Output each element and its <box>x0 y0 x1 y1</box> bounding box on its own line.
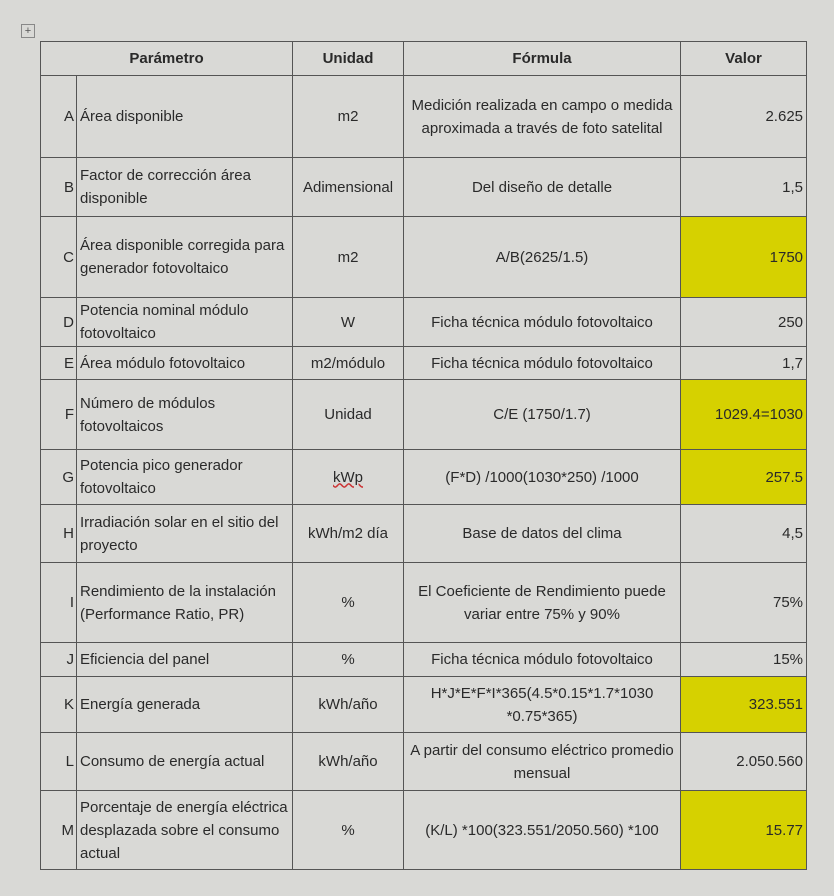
table-row <box>41 380 807 450</box>
table-row <box>41 217 807 298</box>
formula-cell: Ficha técnica módulo fotovoltaico <box>404 643 681 677</box>
value-cell: 1,7 <box>681 347 807 380</box>
parameter-cell: Número de módulos fotovoltaicos <box>77 380 293 450</box>
value-cell: 1750 <box>681 217 807 298</box>
parameter-cell: Área disponible <box>77 76 293 158</box>
table-row <box>41 563 807 643</box>
row-letter: A <box>41 76 77 158</box>
unit-cell: kWh/año <box>293 733 404 791</box>
row-letter: F <box>41 380 77 450</box>
unit-cell: % <box>293 643 404 677</box>
row-letter: M <box>41 791 77 870</box>
value-cell: 2.625 <box>681 76 807 158</box>
parameter-cell: Área disponible corregida para generador fotovoltaico <box>77 217 293 298</box>
formula-cell: H*J*E*F*I*365(4.5*0.15*1.7*1030 *0.75*365) <box>404 677 681 733</box>
formula-cell: Ficha técnica módulo fotovoltaico <box>404 347 681 380</box>
formula-cell: El Coeficiente de Rendimiento puede variar entre 75% y 90% <box>404 563 681 643</box>
table-row <box>41 791 807 870</box>
unit-cell: m2/módulo <box>293 347 404 380</box>
parameter-cell: Área módulo fotovoltaico <box>77 347 293 380</box>
header-row <box>41 42 807 76</box>
unit-cell: kWh/año <box>293 677 404 733</box>
table-row <box>41 347 807 380</box>
row-letter: H <box>41 505 77 563</box>
row-letter: L <box>41 733 77 791</box>
table-row <box>41 298 807 347</box>
table-row <box>41 733 807 791</box>
unit-cell: Adimensional <box>293 158 404 217</box>
table-row <box>41 643 807 677</box>
value-cell: 4,5 <box>681 505 807 563</box>
header-formula: Fórmula <box>404 42 681 76</box>
table-row <box>41 76 807 158</box>
parameter-cell: Rendimiento de la instalación (Performance Ratio, PR) <box>77 563 293 643</box>
row-letter: J <box>41 643 77 677</box>
formula-cell: (F*D) /1000(1030*250) /1000 <box>404 450 681 505</box>
formula-cell: A/B(2625/1.5) <box>404 217 681 298</box>
value-cell: 75% <box>681 563 807 643</box>
formula-cell: Del diseño de detalle <box>404 158 681 217</box>
table-row <box>41 450 807 505</box>
formula-cell: C/E (1750/1.7) <box>404 380 681 450</box>
table-move-handle-icon[interactable]: + <box>21 24 35 38</box>
parameter-cell: Potencia pico generador fotovoltaico <box>77 450 293 505</box>
parameter-cell: Porcentaje de energía eléctrica desplazada sobre el consumo actual <box>77 791 293 870</box>
row-letter: D <box>41 298 77 347</box>
unit-cell: W <box>293 298 404 347</box>
value-cell: 257.5 <box>681 450 807 505</box>
row-letter: G <box>41 450 77 505</box>
row-letter: B <box>41 158 77 217</box>
value-cell: 323.551 <box>681 677 807 733</box>
unit-cell: m2 <box>293 217 404 298</box>
header-unidad: Unidad <box>293 42 404 76</box>
parameter-cell: Energía generada <box>77 677 293 733</box>
value-cell: 2.050.560 <box>681 733 807 791</box>
formula-cell: A partir del consumo eléctrico promedio mensual <box>404 733 681 791</box>
header-valor: Valor <box>681 42 807 76</box>
row-letter: C <box>41 217 77 298</box>
unit-cell: kWh/m2 día <box>293 505 404 563</box>
table-row <box>41 158 807 217</box>
parameter-cell: Factor de corrección área disponible <box>77 158 293 217</box>
row-letter: K <box>41 677 77 733</box>
parameter-cell: Potencia nominal módulo fotovoltaico <box>77 298 293 347</box>
unit-cell: % <box>293 791 404 870</box>
value-cell: 1,5 <box>681 158 807 217</box>
unit-cell: % <box>293 563 404 643</box>
unit-cell: Unidad <box>293 380 404 450</box>
value-cell: 250 <box>681 298 807 347</box>
header-parametro: Parámetro <box>41 42 293 76</box>
parameter-cell: Consumo de energía actual <box>77 733 293 791</box>
unit-cell: kWp <box>293 450 404 505</box>
parameter-cell: Eficiencia del panel <box>77 643 293 677</box>
table-row <box>41 677 807 733</box>
formula-cell: Base de datos del clima <box>404 505 681 563</box>
table-row <box>41 505 807 563</box>
row-letter: I <box>41 563 77 643</box>
value-cell: 15% <box>681 643 807 677</box>
value-cell: 15.77 <box>681 791 807 870</box>
parameters-table <box>40 41 807 870</box>
row-letter: E <box>41 347 77 380</box>
formula-cell: Ficha técnica módulo fotovoltaico <box>404 298 681 347</box>
formula-cell: (K/L) *100(323.551/2050.560) *100 <box>404 791 681 870</box>
formula-cell: Medición realizada en campo o medida aproximada a través de foto satelital <box>404 76 681 158</box>
value-cell: 1029.4=1030 <box>681 380 807 450</box>
unit-cell: m2 <box>293 76 404 158</box>
parameter-cell: Irradiación solar en el sitio del proyecto <box>77 505 293 563</box>
